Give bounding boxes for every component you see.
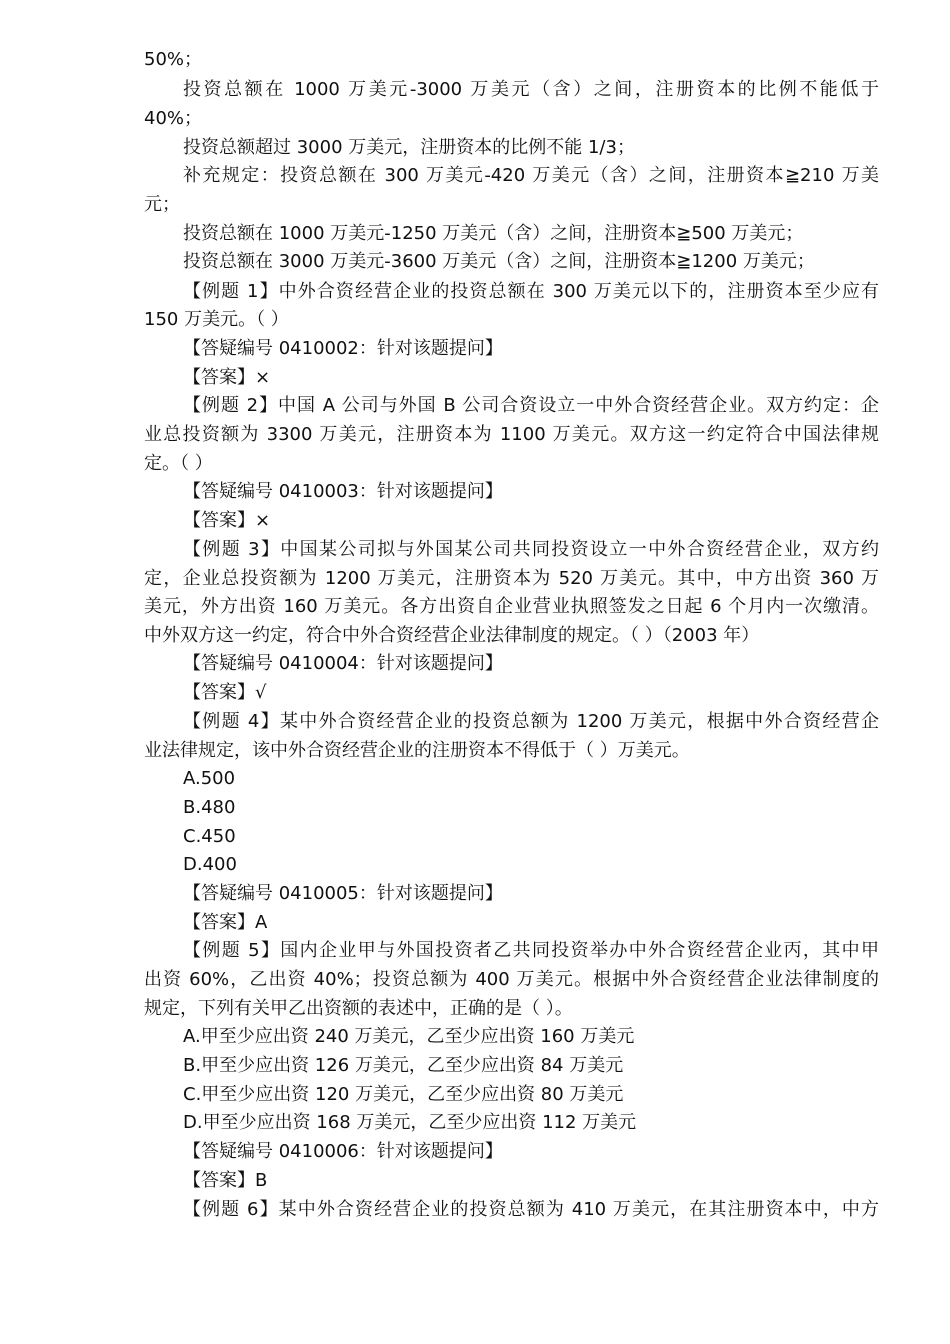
question-id-link[interactable]: 【答疑编号 0410004：针对该题提问】 bbox=[183, 653, 503, 674]
text-line: 40%； bbox=[144, 108, 203, 129]
example-heading: 【例题 2】中国 A 公司与外国 B 公司合资设立一中外合资经营企业。双方约定：企 bbox=[183, 395, 879, 416]
example-heading: 【例题 3】中国某公司拟与外国某公司共同投资设立一中外合资经营企业，双方约 bbox=[183, 539, 879, 560]
example-heading: 【例题 1】中外合资经营企业的投资总额在 300 万美元以下的，注册资本至少应有 bbox=[183, 281, 879, 302]
text-line: 投资总额在 3000 万美元-3600 万美元（含）之间，注册资本≧1200 万美元； bbox=[183, 251, 815, 272]
text-line: 规定，下列有关甲乙出资额的表述中，正确的是（ ）。 bbox=[144, 998, 573, 1019]
option-c: C.450 bbox=[183, 826, 236, 847]
text-line: 业总投资额为 3300 万美元，注册资本为 1100 万美元。双方这一约定符合中国法律规 bbox=[144, 424, 879, 445]
text-line: 业法律规定，该中外合资经营企业的注册资本不得低于（ ）万美元。 bbox=[144, 740, 690, 761]
text-line: 美元，外方出资 160 万美元。各方出资自企业营业执照签发之日起 6 个月内一次缴清。 bbox=[144, 596, 879, 617]
question-id-link[interactable]: 【答疑编号 0410003：针对该题提问】 bbox=[183, 481, 503, 502]
option-a: A.甲至少应出资 240 万美元，乙至少应出资 160 万美元 bbox=[183, 1026, 635, 1047]
text-line: 元； bbox=[144, 194, 180, 215]
option-d: D.400 bbox=[183, 854, 237, 875]
option-b: B.甲至少应出资 126 万美元，乙至少应出资 84 万美元 bbox=[183, 1055, 624, 1076]
answer-line: 【答案】× bbox=[183, 367, 271, 388]
answer-line: 【答案】A bbox=[183, 912, 268, 933]
text-line: 投资总额在 1000 万美元-1250 万美元（含）之间，注册资本≧500 万美元； bbox=[183, 223, 804, 244]
answer-line: 【答案】√ bbox=[183, 682, 267, 703]
text-line: 定，企业总投资额为 1200 万美元，注册资本为 520 万美元。其中，中方出资 360 万 bbox=[144, 568, 879, 589]
text-line: 补充规定：投资总额在 300 万美元-420 万美元（含）之间，注册资本≧210 万美 bbox=[183, 165, 879, 186]
question-id-link[interactable]: 【答疑编号 0410005：针对该题提问】 bbox=[183, 883, 503, 904]
text-line: 投资总额在 1000 万美元-3000 万美元（含）之间，注册资本的比例不能低于 bbox=[183, 79, 879, 100]
option-a: A.500 bbox=[183, 768, 236, 789]
question-id-link[interactable]: 【答疑编号 0410002：针对该题提问】 bbox=[183, 338, 503, 359]
example-heading: 【例题 5】国内企业甲与外国投资者乙共同投资举办中外合资经营企业丙，其中甲 bbox=[183, 940, 879, 961]
option-d: D.甲至少应出资 168 万美元，乙至少应出资 112 万美元 bbox=[183, 1112, 637, 1133]
text-line: 中外双方这一约定，符合中外合资经营企业法律制度的规定。（ ）（2003 年） bbox=[144, 625, 760, 646]
text-line: 定。（ ） bbox=[144, 453, 213, 474]
option-b: B.480 bbox=[183, 797, 236, 818]
text-line: 50%； bbox=[144, 49, 203, 70]
answer-line: 【答案】× bbox=[183, 510, 271, 531]
example-heading: 【例题 4】某中外合资经营企业的投资总额为 1200 万美元，根据中外合资经营企 bbox=[183, 711, 879, 732]
question-id-link[interactable]: 【答疑编号 0410006：针对该题提问】 bbox=[183, 1141, 503, 1162]
text-line: 150 万美元。（ ） bbox=[144, 309, 289, 330]
text-line: 出资 60%，乙出资 40%；投资总额为 400 万美元。根据中外合资经营企业法律制度的 bbox=[144, 969, 879, 990]
text-line: 投资总额超过 3000 万美元，注册资本的比例不能 1/3； bbox=[183, 137, 635, 158]
answer-line: 【答案】B bbox=[183, 1170, 268, 1191]
option-c: C.甲至少应出资 120 万美元，乙至少应出资 80 万美元 bbox=[183, 1084, 624, 1105]
example-heading: 【例题 6】某中外合资经营企业的投资总额为 410 万美元，在其注册资本中，中方 bbox=[183, 1199, 879, 1220]
